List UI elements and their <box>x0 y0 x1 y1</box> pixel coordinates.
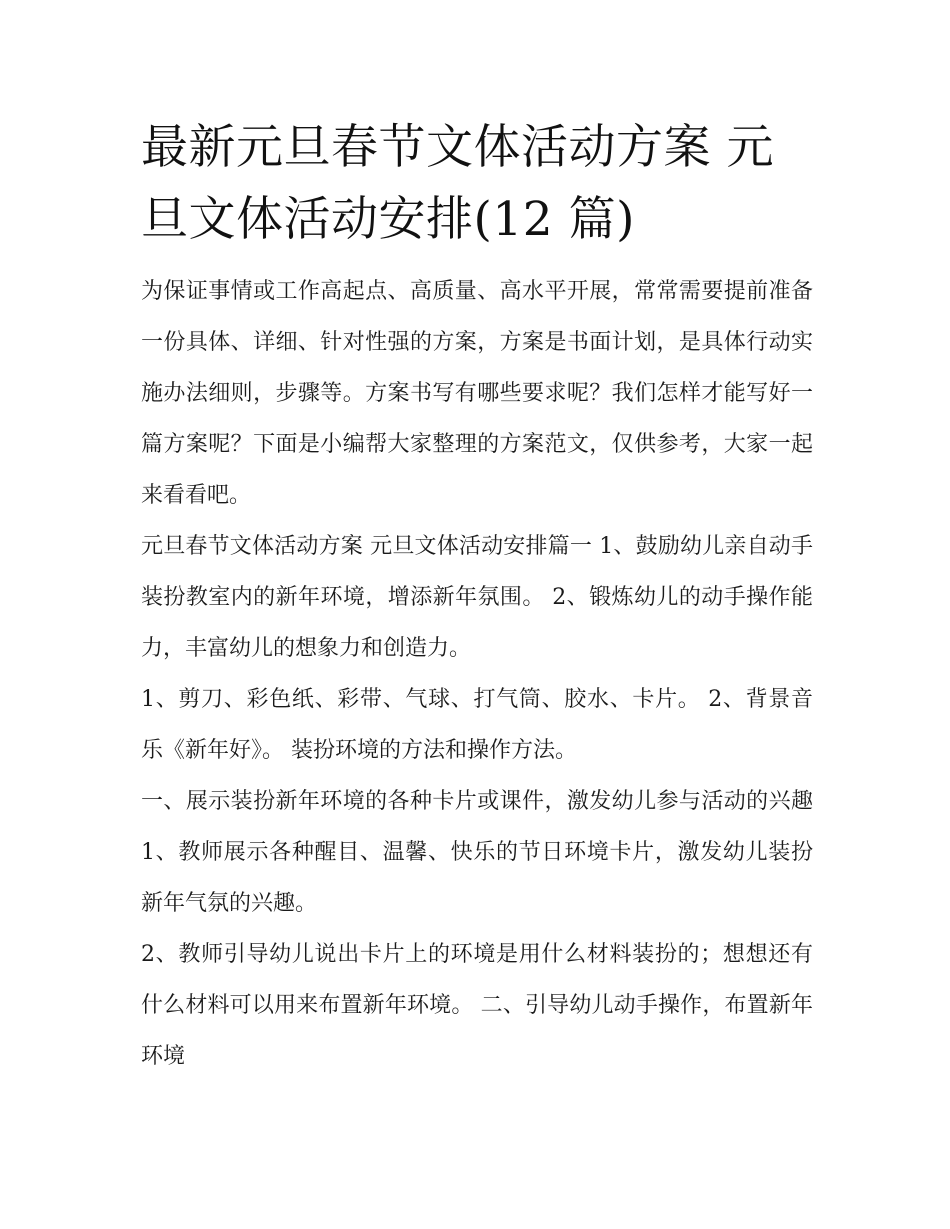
paragraph-materials: 1、剪刀、彩色纸、彩带、气球、打气筒、胶水、卡片。 2、背景音乐《新年好》。 装扮环境的方法和操作方法。 <box>141 687 813 763</box>
paragraph-objectives: 元旦春节文体活动方案 元旦文体活动安排篇一 1、鼓励幼儿亲自动手装扮教室内的新年环境，增添新年氛围。 2、锻炼幼儿的动手操作能力，丰富幼儿的想象力和创造力。 <box>141 534 813 661</box>
document-body <box>141 266 813 1082</box>
document-title: 最新元旦春节文体活动方案 元旦文体活动安排(12 篇) <box>141 120 774 247</box>
paragraph-intro: 为保证事情或工作高起点、高质量、高水平开展，常常需要提前准备一份具体、详细、针对性强的方案，方案是书面计划，是具体行动实施办法细则，步骤等。方案书写有哪些要求呢？我们怎样才能写好一篇方案呢？下面是小编帮大家整理的方案范文，仅供参考，大家一起来看看吧。 <box>141 279 813 508</box>
paragraph-step-two: 2、教师引导幼儿说出卡片上的环境是用什么材料装扮的；想想还有什么材料可以用来布置新年环境。 二、引导幼儿动手操作，布置新年环境 <box>141 942 813 1069</box>
paragraph-step-one: 一、展示装扮新年环境的各种卡片或课件，激发幼儿参与活动的兴趣 1、教师展示各种醒目、温馨、快乐的节日环境卡片，激发幼儿装扮新年气氛的兴趣。 <box>141 789 813 916</box>
document-content <box>141 112 813 1082</box>
